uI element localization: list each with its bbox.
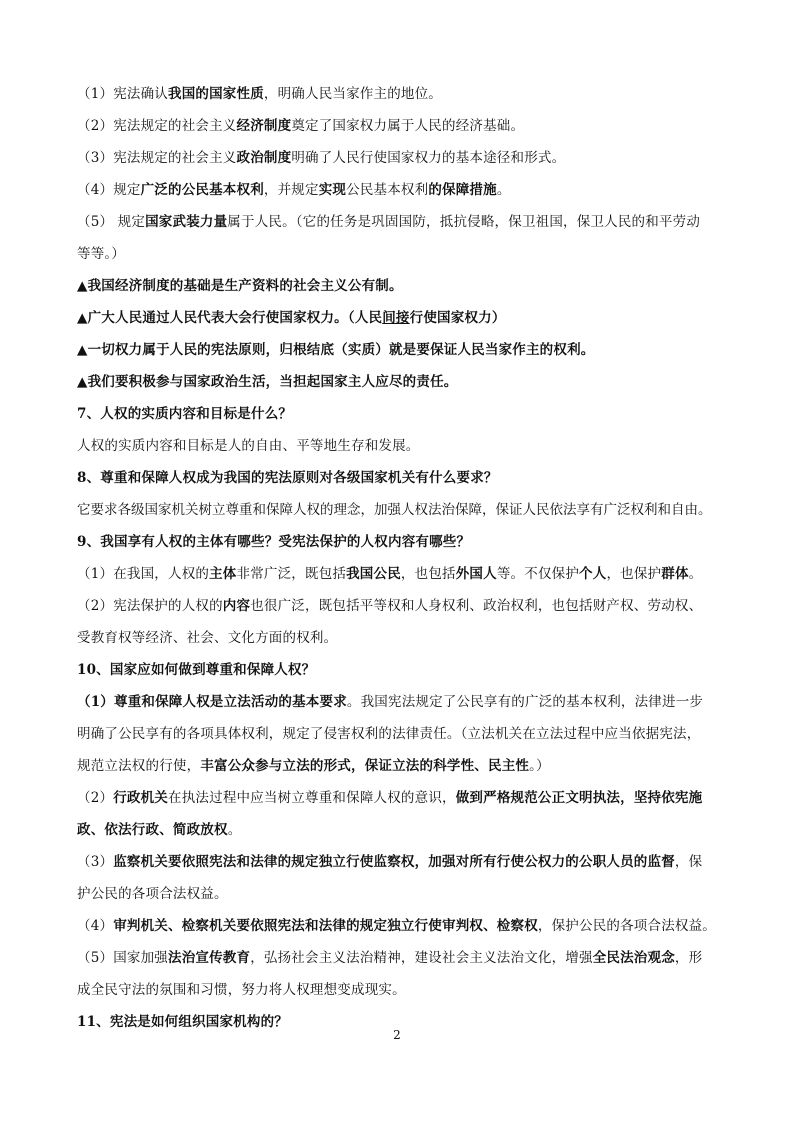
text: 等等。） — [77, 246, 126, 262]
answer-10-5-cont — [77, 974, 719, 1006]
text: ▲广大人民通过人民代表大会行使国家权力。（人民 — [77, 310, 383, 326]
paragraph-3 — [77, 142, 719, 174]
text: 。 — [688, 566, 703, 582]
question-9: 9、我国享有人权的主体有哪些？受宪法保护的人权内容有哪些？ — [77, 534, 471, 550]
text: （2）宪法保护的人权的 — [77, 598, 223, 614]
question-10: 10、国家应如何做到尊重和保障人权？ — [77, 662, 316, 678]
answer-10-1-cont — [77, 718, 719, 750]
bold-text: 群体 — [661, 566, 689, 582]
answer-10-3 — [77, 846, 719, 878]
text: ，明确人民当家作主的地位。 — [263, 86, 443, 102]
underlined-text: 间接 — [382, 310, 410, 326]
bold-text: 广泛的公民基本权利 — [140, 182, 264, 198]
bold-text: 审判机关、检察机关要依照宪法和法律的规定独立行使审判权、检察权 — [113, 918, 538, 934]
answer-10-2 — [77, 782, 719, 814]
text: （3） — [77, 854, 114, 870]
text: ，形 — [674, 950, 703, 966]
bold-text: 政、依法行政、简政放权 — [77, 822, 228, 838]
text: （1）在我国，人权的 — [77, 566, 210, 582]
text: ，也包括 — [400, 566, 456, 582]
text: 也很广泛，既包括平等权和人身权利、政治权利，也包括财产权、劳动权、 — [250, 598, 703, 614]
text: 在执法过程中应当树立尊重和保障人权的意识， — [168, 790, 456, 806]
bold-text: 政治制度 — [236, 150, 292, 166]
text: ，弘扬社会主义法治精神，建设社会主义法治文化，增强 — [250, 950, 593, 966]
answer-7: 人权的实质内容和目标是人的自由、平等地生存和发展。 — [77, 438, 420, 454]
text: 护公民的各项合法权益。 — [77, 886, 228, 902]
bold-text: 个人 — [579, 566, 607, 582]
answer-10-2-cont — [77, 814, 719, 846]
bold-text: 国家武装力量 — [145, 214, 228, 230]
text: 明确了人民行使国家权力的基本途径和形式。 — [291, 150, 566, 166]
text: 明确了公民享有的各项具体权利，规定了侵害权利的法律责任。（立法机关在立法过程中应当依据宪法， — [77, 726, 701, 742]
answer-10-4 — [77, 910, 719, 942]
text: 。 — [227, 822, 242, 838]
document-page — [77, 78, 719, 1038]
paragraph-4 — [77, 174, 719, 206]
text: （4）规定 — [77, 182, 141, 198]
bold-text: 经济制度 — [236, 118, 292, 134]
text: （4） — [77, 918, 114, 934]
answer-9-1 — [77, 558, 719, 590]
answer-8: 它要求各级国家机关树立尊重和保障人权的理念，加强人权法治保障，保证人民依法享有广泛权利和自由。 — [77, 502, 712, 518]
answer-10-5 — [77, 942, 719, 974]
paragraph-2 — [77, 110, 719, 142]
text: 等。不仅保护 — [496, 566, 580, 582]
bold-text: 内容 — [222, 598, 251, 614]
text: （2）宪法规定的社会主义 — [77, 118, 237, 134]
bold-text: 实现 — [318, 182, 347, 198]
bold-text: 我国的国家性质 — [168, 86, 264, 102]
bold-text: 行政机关 — [113, 790, 169, 806]
text: 非常广泛，既包括 — [236, 566, 347, 582]
answer-9-2 — [77, 590, 719, 622]
bold-text: 外国人 — [455, 566, 497, 582]
bold-text: 全民法治观念 — [592, 950, 675, 966]
bold-text: 丰富公众参与立法的形式，保证立法的科学性、民主性 — [200, 758, 530, 774]
text: 受教育权等经济、社会、文化方面的权利。 — [77, 630, 338, 646]
text: （3）宪法规定的社会主义 — [77, 150, 237, 166]
text: 规范立法权的行使， — [77, 758, 201, 774]
text: 行使国家权力） — [409, 310, 506, 326]
bold-text: 我国公民 — [346, 566, 401, 582]
page-number: 2 — [393, 1028, 401, 1042]
text: 。） — [529, 758, 550, 774]
paragraph-1 — [77, 78, 719, 110]
key-point-2 — [77, 302, 719, 334]
text: ，也保护 — [606, 566, 662, 582]
text: 奠定了国家权力属于人民的经济基础。 — [291, 118, 525, 134]
text: 属于人民。（它的任务是巩固国防，抵抗侵略，保卫祖国，保卫人民的和平劳动 — [227, 214, 701, 230]
bold-text: （1）尊重和保障人权是立法活动的基本要求 — [77, 694, 347, 710]
text: 公民基本权利 — [346, 182, 429, 198]
text: （1）宪法确认 — [77, 86, 168, 102]
text: ，保 — [674, 854, 703, 870]
text: （5）国家加强 — [77, 950, 168, 966]
key-point-4: ▲我们要积极参与国家政治生活，当担起国家主人应尽的责任。 — [77, 374, 458, 390]
key-point-3: ▲一切权力属于人民的宪法原则，归根结底（实质）就是要保证人民当家作主的权利。 — [77, 342, 595, 358]
text: （2） — [77, 790, 114, 806]
text: 成全民守法的氛围和习惯，努力将人权理想变成现实。 — [77, 982, 406, 998]
text: 。 — [496, 182, 511, 198]
question-11: 11、宪法是如何组织国家机构的？ — [77, 1014, 288, 1030]
answer-10-1 — [77, 686, 719, 718]
key-point-1: ▲我国经济制度的基础是生产资料的社会主义公有制。 — [77, 278, 403, 294]
question-8: 8、尊重和保障人权成为我国的宪法原则对各级国家机关有什么要求？ — [77, 470, 498, 486]
bold-text: 法治宣传教育 — [168, 950, 251, 966]
text: ，并规定 — [263, 182, 319, 198]
answer-10-1-cont2 — [77, 750, 719, 782]
text: （5） 规定 — [77, 214, 146, 230]
bold-text: 监察机关要依照宪法和法律的规定独立行使监察权，加强对所有行使公权力的公职人员的监督 — [113, 854, 675, 870]
bold-text: 的保障措施 — [428, 182, 497, 198]
question-7: 7、人权的实质内容和目标是什么？ — [77, 406, 293, 422]
text: 。我国宪法规定了公民享有的广泛的基本权利，法律进一步 — [346, 694, 704, 710]
bold-text: 主体 — [209, 566, 237, 582]
bold-text: 做到严格规范公正文明执法，坚持依宪施 — [455, 790, 703, 806]
text: ，保护公民的各项合法权益。 — [537, 918, 717, 934]
answer-9-2-cont — [77, 622, 719, 654]
paragraph-5 — [77, 206, 719, 238]
answer-10-3-cont — [77, 878, 719, 910]
paragraph-5-cont — [77, 238, 719, 270]
